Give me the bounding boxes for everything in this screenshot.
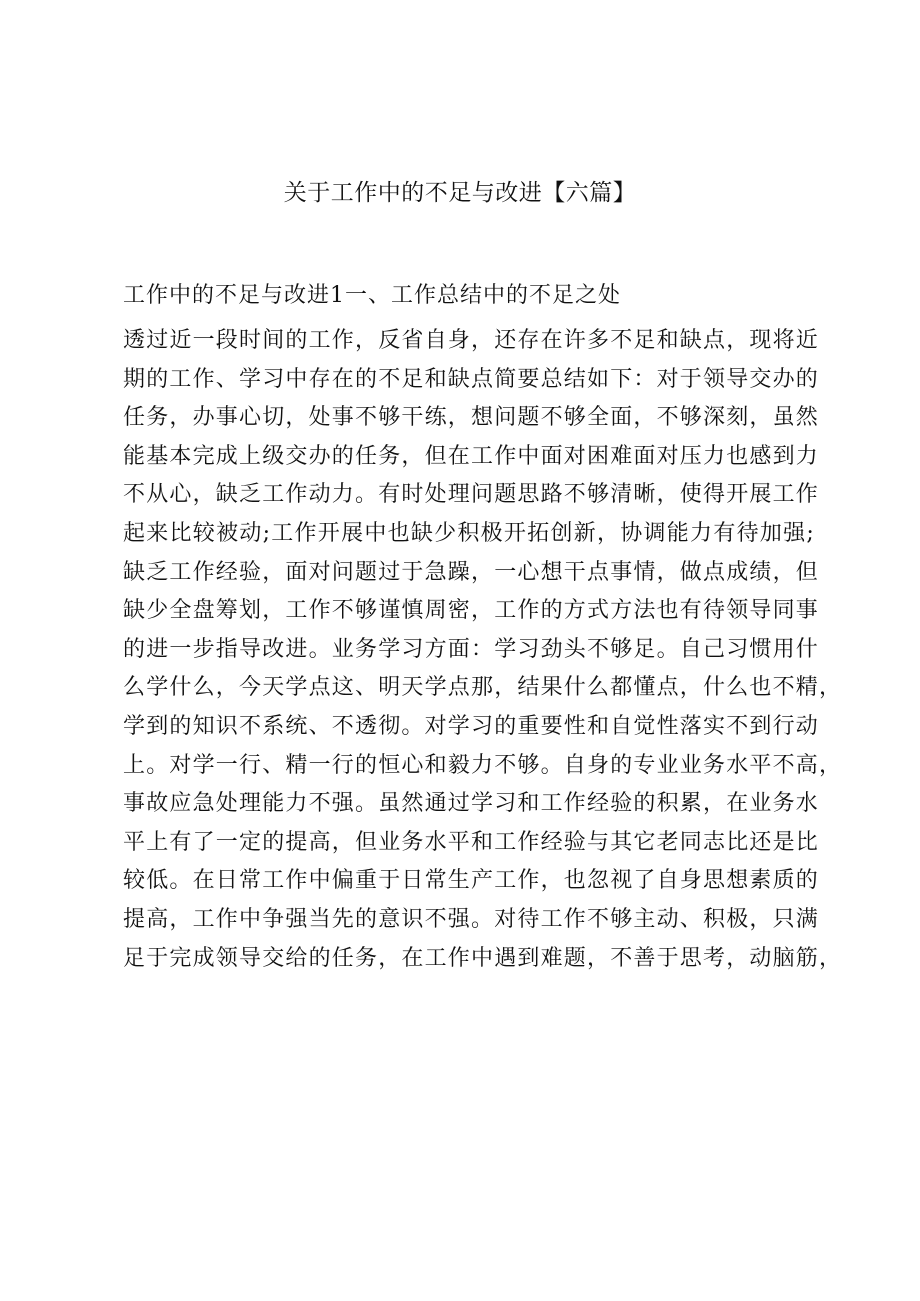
- body-line: 起来比较被动;工作开展中也缺少积极开拓创新，协调能力有待加强;: [123, 520, 815, 546]
- body-line: 不从心，缺乏工作动力。有时处理问题思路不够清晰，使得开展工作: [123, 482, 820, 508]
- body-line: 平上有了一定的提高，但业务水平和工作经验与其它老同志比还是比: [123, 829, 820, 855]
- body-line: 透过近一段时间的工作，反省自身，还存在许多不足和缺点，现将近: [123, 328, 820, 353]
- body-line: 上。对学一行、精一行的恒心和毅力不够。自身的专业业务水平不高，: [123, 752, 843, 778]
- body-line: 学到的知识不系统、不透彻。对学习的重要性和自觉性落实不到行动: [123, 713, 820, 739]
- body-line: 事故应急处理能力不强。虽然通过学习和工作经验的积累，在业务水: [123, 791, 820, 817]
- body-text: [123, 322, 843, 978]
- body-line: 任务，办事心切，处事不够干练，想问题不够全面，不够深刻，虽然: [123, 405, 820, 431]
- body-line: 能基本完成上级交办的任务，但在工作中面对困难面对压力也感到力: [123, 443, 820, 469]
- section-heading: 工作中的不足与改进1一、工作总结中的不足之处: [123, 283, 621, 308]
- body-line: 缺乏工作经验，面对问题过于急躁，一心想干点事情，做点成绩，但: [123, 559, 820, 585]
- body-line: 缺少全盘筹划，工作不够谨慎周密，工作的方式方法也有待领导同事: [123, 598, 820, 624]
- body-line: 足于完成领导交给的任务，在工作中遇到难题，不善于思考，动脑筋，: [123, 945, 843, 971]
- body-line: 较低。在日常工作中偏重于日常生产工作，也忽视了自身思想素质的: [123, 868, 820, 894]
- body-line: 么学什么，今天学点这、明天学点那，结果什么都懂点，什么也不精，: [123, 675, 843, 701]
- body-line: 的进一步指导改进。业务学习方面：学习劲头不够足。自己习惯用什: [123, 636, 820, 662]
- body-line: 期的工作、学习中存在的不足和缺点简要总结如下：对于领导交办的: [123, 366, 820, 392]
- body-line: 提高，工作中争强当先的意识不强。对待工作不够主动、积极，只满: [123, 906, 820, 932]
- document-title: 关于工作中的不足与改进【六篇】: [283, 180, 637, 206]
